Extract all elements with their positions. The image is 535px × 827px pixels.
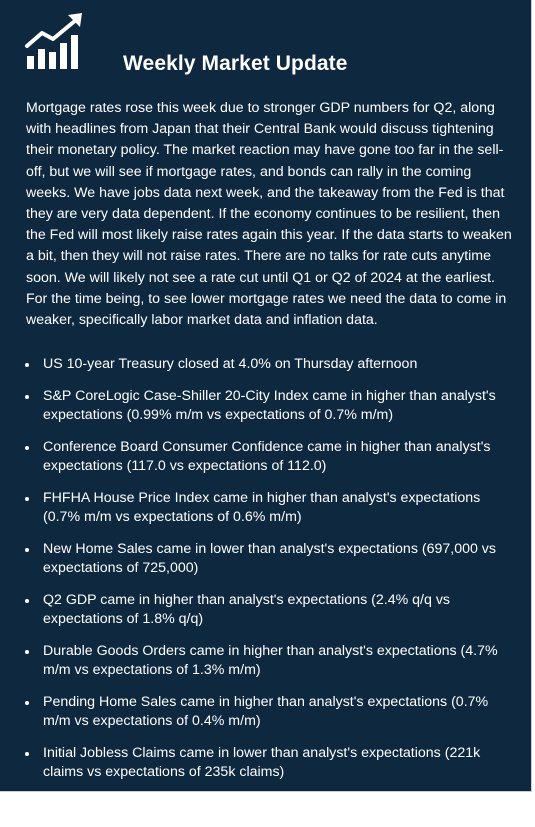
bullet-dot-icon [25,650,29,654]
list-item-text: Mortgage Applications fell 1.8% this week [43,796,305,812]
bullet-dot-icon [25,803,29,807]
list-item [0,591,532,629]
chart-trend-up-icon [24,13,86,71]
list-item-text: FHFHA House Price Index came in higher than analyst's expectations (0.7% m/m vs expectations of 0.6% m/m) [43,490,481,525]
bullet-dot-icon [25,599,29,603]
page-title: Weekly Market Update [123,52,348,75]
list-item [0,693,532,731]
list-item-text: Pending Home Sales came in higher than analyst's expectations (0.7% m/m vs expectations of 0.4% m/m) [43,694,489,729]
list-item-text: Initial Jobless Claims came in lower than analyst's expectations (221k claims vs expectations of 235k claims) [43,745,481,780]
bullet-list [0,355,532,827]
bullet-dot-icon [25,701,29,705]
bullet-dot-icon [25,497,29,501]
bullet-dot-icon [25,446,29,450]
list-item [0,795,532,814]
list-item-text: Q2 GDP came in higher than analyst's expectations (2.4% q/q vs expectations of 1.8% q/q) [43,592,451,627]
bullet-dot-icon [25,752,29,756]
list-item-text: Durable Goods Orders came in higher than analyst's expectations (4.7% m/m vs expectations of 1.3% m/m) [43,643,498,678]
intro-paragraph: Mortgage rates rose this week due to stronger GDP numbers for Q2, along with headlines from Japan that their Central Bank would discuss tightening their monetary policy. The market reaction may have gone too far in the sell-off, but we will see if mortgage rates, and bonds can rally in the coming weeks. We have jobs data next week, and the takeaway from the Fed is that they are very data dependent. If the economy continues to be resilient, then the Fed will most likely raise rates again this year. If the data starts to weaken a bit, then they will not raise rates. There are no talks for rate cuts anytime soon. We will likely not see a rate cut until Q1 or Q2 of 2024 at the earliest. For the time being, to see lower mortgage rates we need the data to come in weaker, specifically labor market data and inflation data. [26,100,512,329]
card-header [0,0,532,92]
bullet-dot-icon [25,363,29,367]
list-item [0,642,532,680]
list-item [0,744,532,782]
list-item-text: S&P CoreLogic Case-Shiller 20-City Index came in higher than analyst's expectations (0.99% m/m vs expectations of 0.7% m/m) [43,388,496,423]
list-item-text: New Home Sales came in lower than analyst's expectations (697,000 vs expectations of 725,000) [43,541,496,576]
list-item [0,489,532,527]
list-item-text: Conference Board Consumer Confidence came in higher than analyst's expectations (117.0 vs expectations of 112.0) [43,439,491,474]
list-item [0,540,532,578]
bullet-dot-icon [25,548,29,552]
list-item [0,438,532,476]
list-item-text: US 10-year Treasury closed at 4.0% on Thursday afternoon [43,356,418,372]
list-item [0,355,532,374]
bullet-dot-icon [25,395,29,399]
list-item [0,387,532,425]
